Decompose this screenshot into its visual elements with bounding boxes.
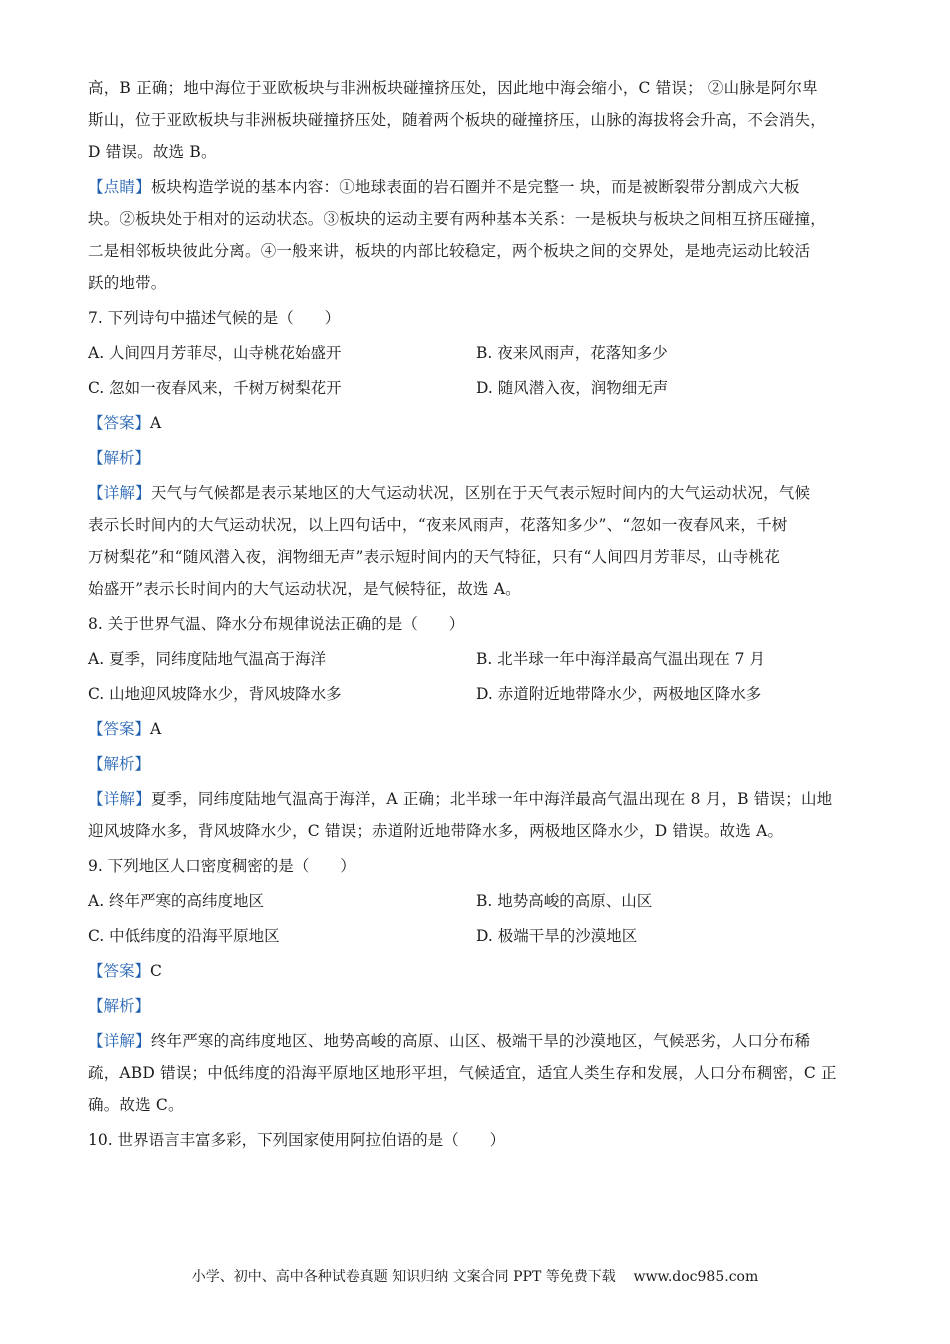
options-row bbox=[88, 885, 863, 920]
detail-line: 【详解】夏季，同纬度陆地气温高于海洋，A 正确；北半球一年中海洋最高气温出现在 8 月，B 错误；山地 bbox=[88, 790, 833, 808]
option-b: B. 北半球一年中海洋最高气温出现在 7 月 bbox=[476, 650, 765, 668]
text-line: 块。②板块处于相对的运动状态。③板块的运动主要有两种基本关系：一是板块与板块之间相互挤压碰撞， bbox=[88, 210, 826, 228]
option-d: D. 随风潜入夜，润物细无声 bbox=[476, 379, 669, 397]
analysis-tag: 【解析】 bbox=[88, 997, 151, 1015]
options-row bbox=[88, 920, 863, 955]
analysis-tag: 【解析】 bbox=[88, 449, 151, 467]
options-row bbox=[88, 678, 863, 713]
analysis-line bbox=[88, 748, 863, 783]
option-d: D. 赤道附近地带降水少，两极地区降水多 bbox=[476, 685, 762, 703]
footer-link[interactable]: www.doc985.com bbox=[633, 1269, 759, 1285]
page-footer bbox=[0, 1266, 950, 1286]
answer-value: C bbox=[150, 962, 162, 980]
answer-line bbox=[88, 713, 863, 748]
option-b: B. 夜来风雨声，花落知多少 bbox=[476, 344, 668, 362]
options-row bbox=[88, 372, 863, 407]
text-line: 跃的地带。 bbox=[88, 274, 167, 292]
dianjing-line: 【点睛】板块构造学说的基本内容：①地球表面的岩石圈并不是完整一 块，而是被断裂带分割成六大板 bbox=[88, 178, 800, 196]
option-b: B. 地势高峻的高原、山区 bbox=[476, 892, 653, 910]
option-a: A. 终年严寒的高纬度地区 bbox=[88, 892, 265, 910]
answer-line bbox=[88, 407, 863, 442]
text-line: 始盛开”表示长时间内的大气运动状况，是气候特征，故选 A。 bbox=[88, 580, 521, 598]
options-row bbox=[88, 643, 863, 678]
document-body bbox=[88, 72, 863, 1159]
text-line: D 错误。故选 B。 bbox=[88, 143, 217, 161]
option-c: C. 山地迎风坡降水少，背风坡降水多 bbox=[88, 685, 342, 703]
text-line: 二是相邻板块彼此分离。④一般来讲，板块的内部比较稳定，两个板块之间的交界处，是地壳运动比较活 bbox=[88, 242, 811, 260]
answer-value: A bbox=[150, 720, 162, 738]
option-d: D. 极端干旱的沙漠地区 bbox=[476, 927, 638, 945]
text-line: 斯山，位于亚欧板块与非洲板块碰撞挤压处，随着两个板块的碰撞挤压，山脉的海拔将会升高，不会消失， bbox=[88, 111, 826, 129]
text-line: 疏，ABD 错误；中低纬度的沿海平原地区地形平坦，气候适宜，适宜人类生存和发展，人口分布稠密，C 正 bbox=[88, 1064, 837, 1082]
dianjing-tag: 【点睛】 bbox=[88, 178, 151, 196]
analysis-line bbox=[88, 442, 863, 477]
detail-tag: 【详解】 bbox=[88, 790, 151, 808]
option-c: C. 中低纬度的沿海平原地区 bbox=[88, 927, 280, 945]
option-c: C. 忽如一夜春风来，千树万树梨花开 bbox=[88, 379, 342, 397]
text-line: 万树梨花”和“随风潜入夜，润物细无声”表示短时间内的天气特征，只有“人间四月芳菲尽，山寺桃花 bbox=[88, 548, 780, 566]
answer-tag: 【答案】 bbox=[88, 414, 151, 432]
analysis-line bbox=[88, 990, 863, 1025]
text-line: 表示长时间内的大气运动状况，以上四句话中，“夜来风雨声，花落知多少”、“忽如一夜春风来，千树 bbox=[88, 516, 788, 534]
detail-tag: 【详解】 bbox=[88, 1032, 151, 1050]
option-a: A. 人间四月芳菲尽，山寺桃花始盛开 bbox=[88, 344, 342, 362]
detail-line: 【详解】天气与气候都是表示某地区的大气运动状况，区别在于天气表示短时间内的大气运动状况，气候 bbox=[88, 484, 811, 502]
option-a: A. 夏季，同纬度陆地气温高于海洋 bbox=[88, 650, 327, 668]
detail-tag: 【详解】 bbox=[88, 484, 151, 502]
answer-tag: 【答案】 bbox=[88, 720, 151, 738]
text-line: 确。故选 C。 bbox=[88, 1096, 184, 1114]
answer-line bbox=[88, 955, 863, 990]
detail-line: 【详解】终年严寒的高纬度地区、地势高峻的高原、山区、极端干旱的沙漠地区，气候恶劣，人口分布稀 bbox=[88, 1032, 811, 1050]
answer-value: A bbox=[150, 414, 162, 432]
text-line: 高，B 正确；地中海位于亚欧板块与非洲板块碰撞挤压处，因此地中海会缩小，C 错误； ②山脉是阿尔卑 bbox=[88, 79, 818, 97]
analysis-tag: 【解析】 bbox=[88, 755, 151, 773]
question-8: 8. 关于世界气温、降水分布规律说法正确的是（ ） bbox=[88, 615, 465, 633]
options-row bbox=[88, 337, 863, 372]
answer-tag: 【答案】 bbox=[88, 962, 151, 980]
question-7: 7. 下列诗句中描述气候的是（ ） bbox=[88, 309, 341, 327]
question-10: 10. 世界语言丰富多彩，下列国家使用阿拉伯语的是（ ） bbox=[88, 1131, 506, 1149]
question-9: 9. 下列地区人口密度稠密的是（ ） bbox=[88, 857, 356, 875]
footer-text: 小学、初中、高中各种试卷真题 知识归纳 文案合同 PPT 等免费下载 bbox=[191, 1269, 616, 1285]
text-line: 迎风坡降水多，背风坡降水少，C 错误；赤道附近地带降水多，两极地区降水少，D 错误。故选 A。 bbox=[88, 822, 784, 840]
